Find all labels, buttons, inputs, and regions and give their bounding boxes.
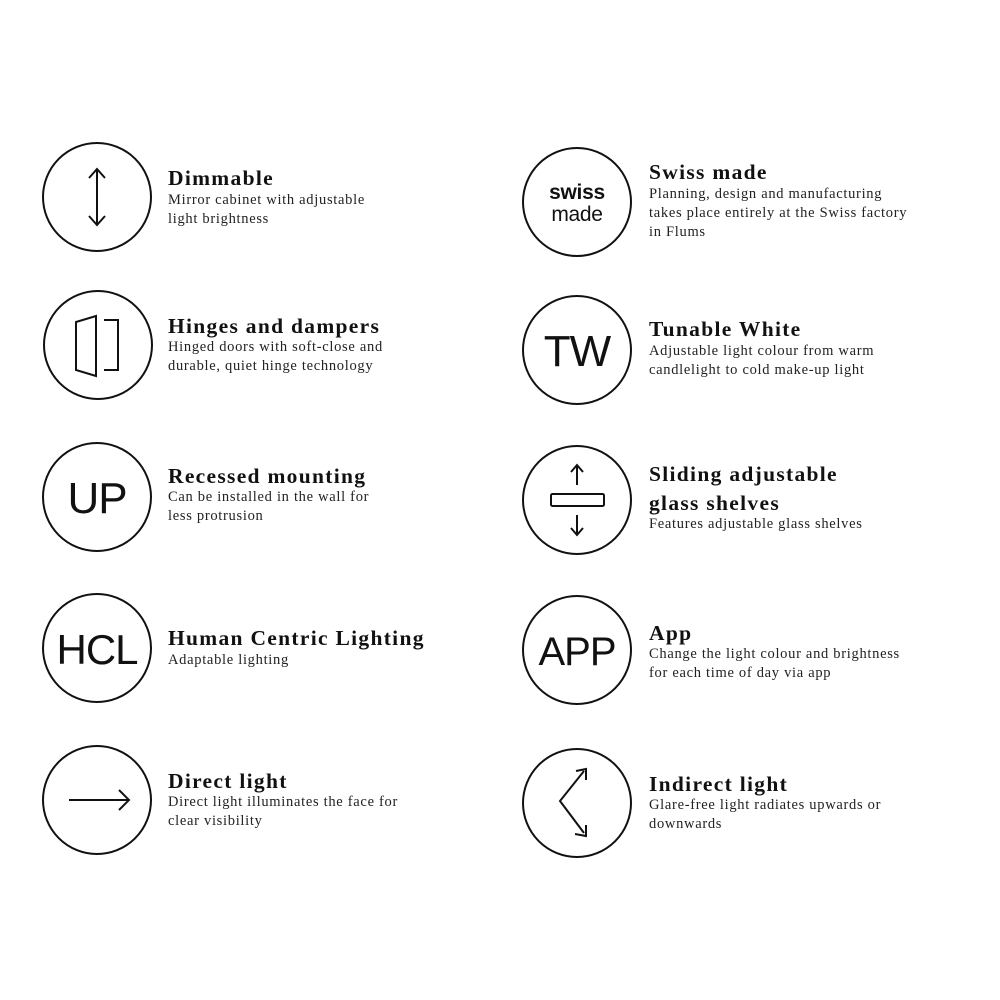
feature-desc-line: Mirror cabinet with adjustable (168, 192, 365, 208)
app-label: APP (538, 630, 616, 674)
feature-title: Human Centric Lighting (168, 626, 425, 650)
up-icon (42, 442, 152, 552)
tw-label: TW (543, 327, 611, 376)
feature-title: Swiss made (649, 160, 768, 184)
feature-desc-line: Planning, design and manufacturing (649, 186, 883, 202)
feature-desc-line: Can be installed in the wall for (168, 489, 370, 505)
feature-desc-line: candlelight to cold make-up light (649, 362, 865, 378)
feature-desc-line: Features adjustable glass shelves (649, 516, 863, 532)
sliding-shelf-icon (522, 445, 632, 555)
feature-desc-line: durable, quiet hinge technology (168, 358, 374, 374)
feature-desc-line: Glare-free light radiates upwards or (649, 797, 882, 813)
hcl-label: HCL (56, 626, 138, 673)
feature-title-line: Sliding adjustable (649, 462, 838, 486)
up-label: UP (67, 474, 127, 523)
indirect-light-arrows-icon (522, 748, 632, 858)
feature-desc-line: in Flums (649, 224, 706, 240)
feature-title: Recessed mounting (168, 464, 367, 488)
hinged-door-icon (43, 290, 153, 400)
feature-title-line: glass shelves (649, 491, 780, 515)
feature-desc-line: Hinged doors with soft-close and (168, 339, 383, 355)
feature-desc-line: takes place entirely at the Swiss factory (649, 205, 908, 221)
swiss-made-icon (522, 147, 632, 257)
feature-desc-line: Change the light colour and brightness (649, 646, 900, 662)
feature-desc-line: Adaptable lighting (168, 652, 289, 668)
feature-title: App (649, 621, 693, 645)
feature-desc-line: less protrusion (168, 508, 264, 524)
app-icon (522, 595, 632, 705)
swiss-label: swiss (549, 180, 605, 204)
feature-title: Dimmable (168, 166, 274, 190)
feature-title: Tunable White (649, 317, 802, 341)
feature-desc-line: Direct light illuminates the face for (168, 794, 399, 810)
feature-desc-line: clear visibility (168, 813, 263, 829)
feature-desc-line: Adjustable light colour from warm (649, 343, 875, 359)
feature-desc-line: for each time of day via app (649, 665, 832, 681)
made-label: made (551, 202, 603, 226)
feature-title: Direct light (168, 769, 288, 793)
vertical-double-arrow-icon (42, 142, 152, 252)
feature-desc-line: light brightness (168, 211, 270, 227)
feature-title: Indirect light (649, 772, 789, 796)
tw-icon (522, 295, 632, 405)
feature-desc-line: downwards (649, 816, 723, 832)
hcl-icon (42, 593, 152, 703)
right-arrow-icon (42, 745, 152, 855)
feature-title: Hinges and dampers (168, 314, 381, 338)
